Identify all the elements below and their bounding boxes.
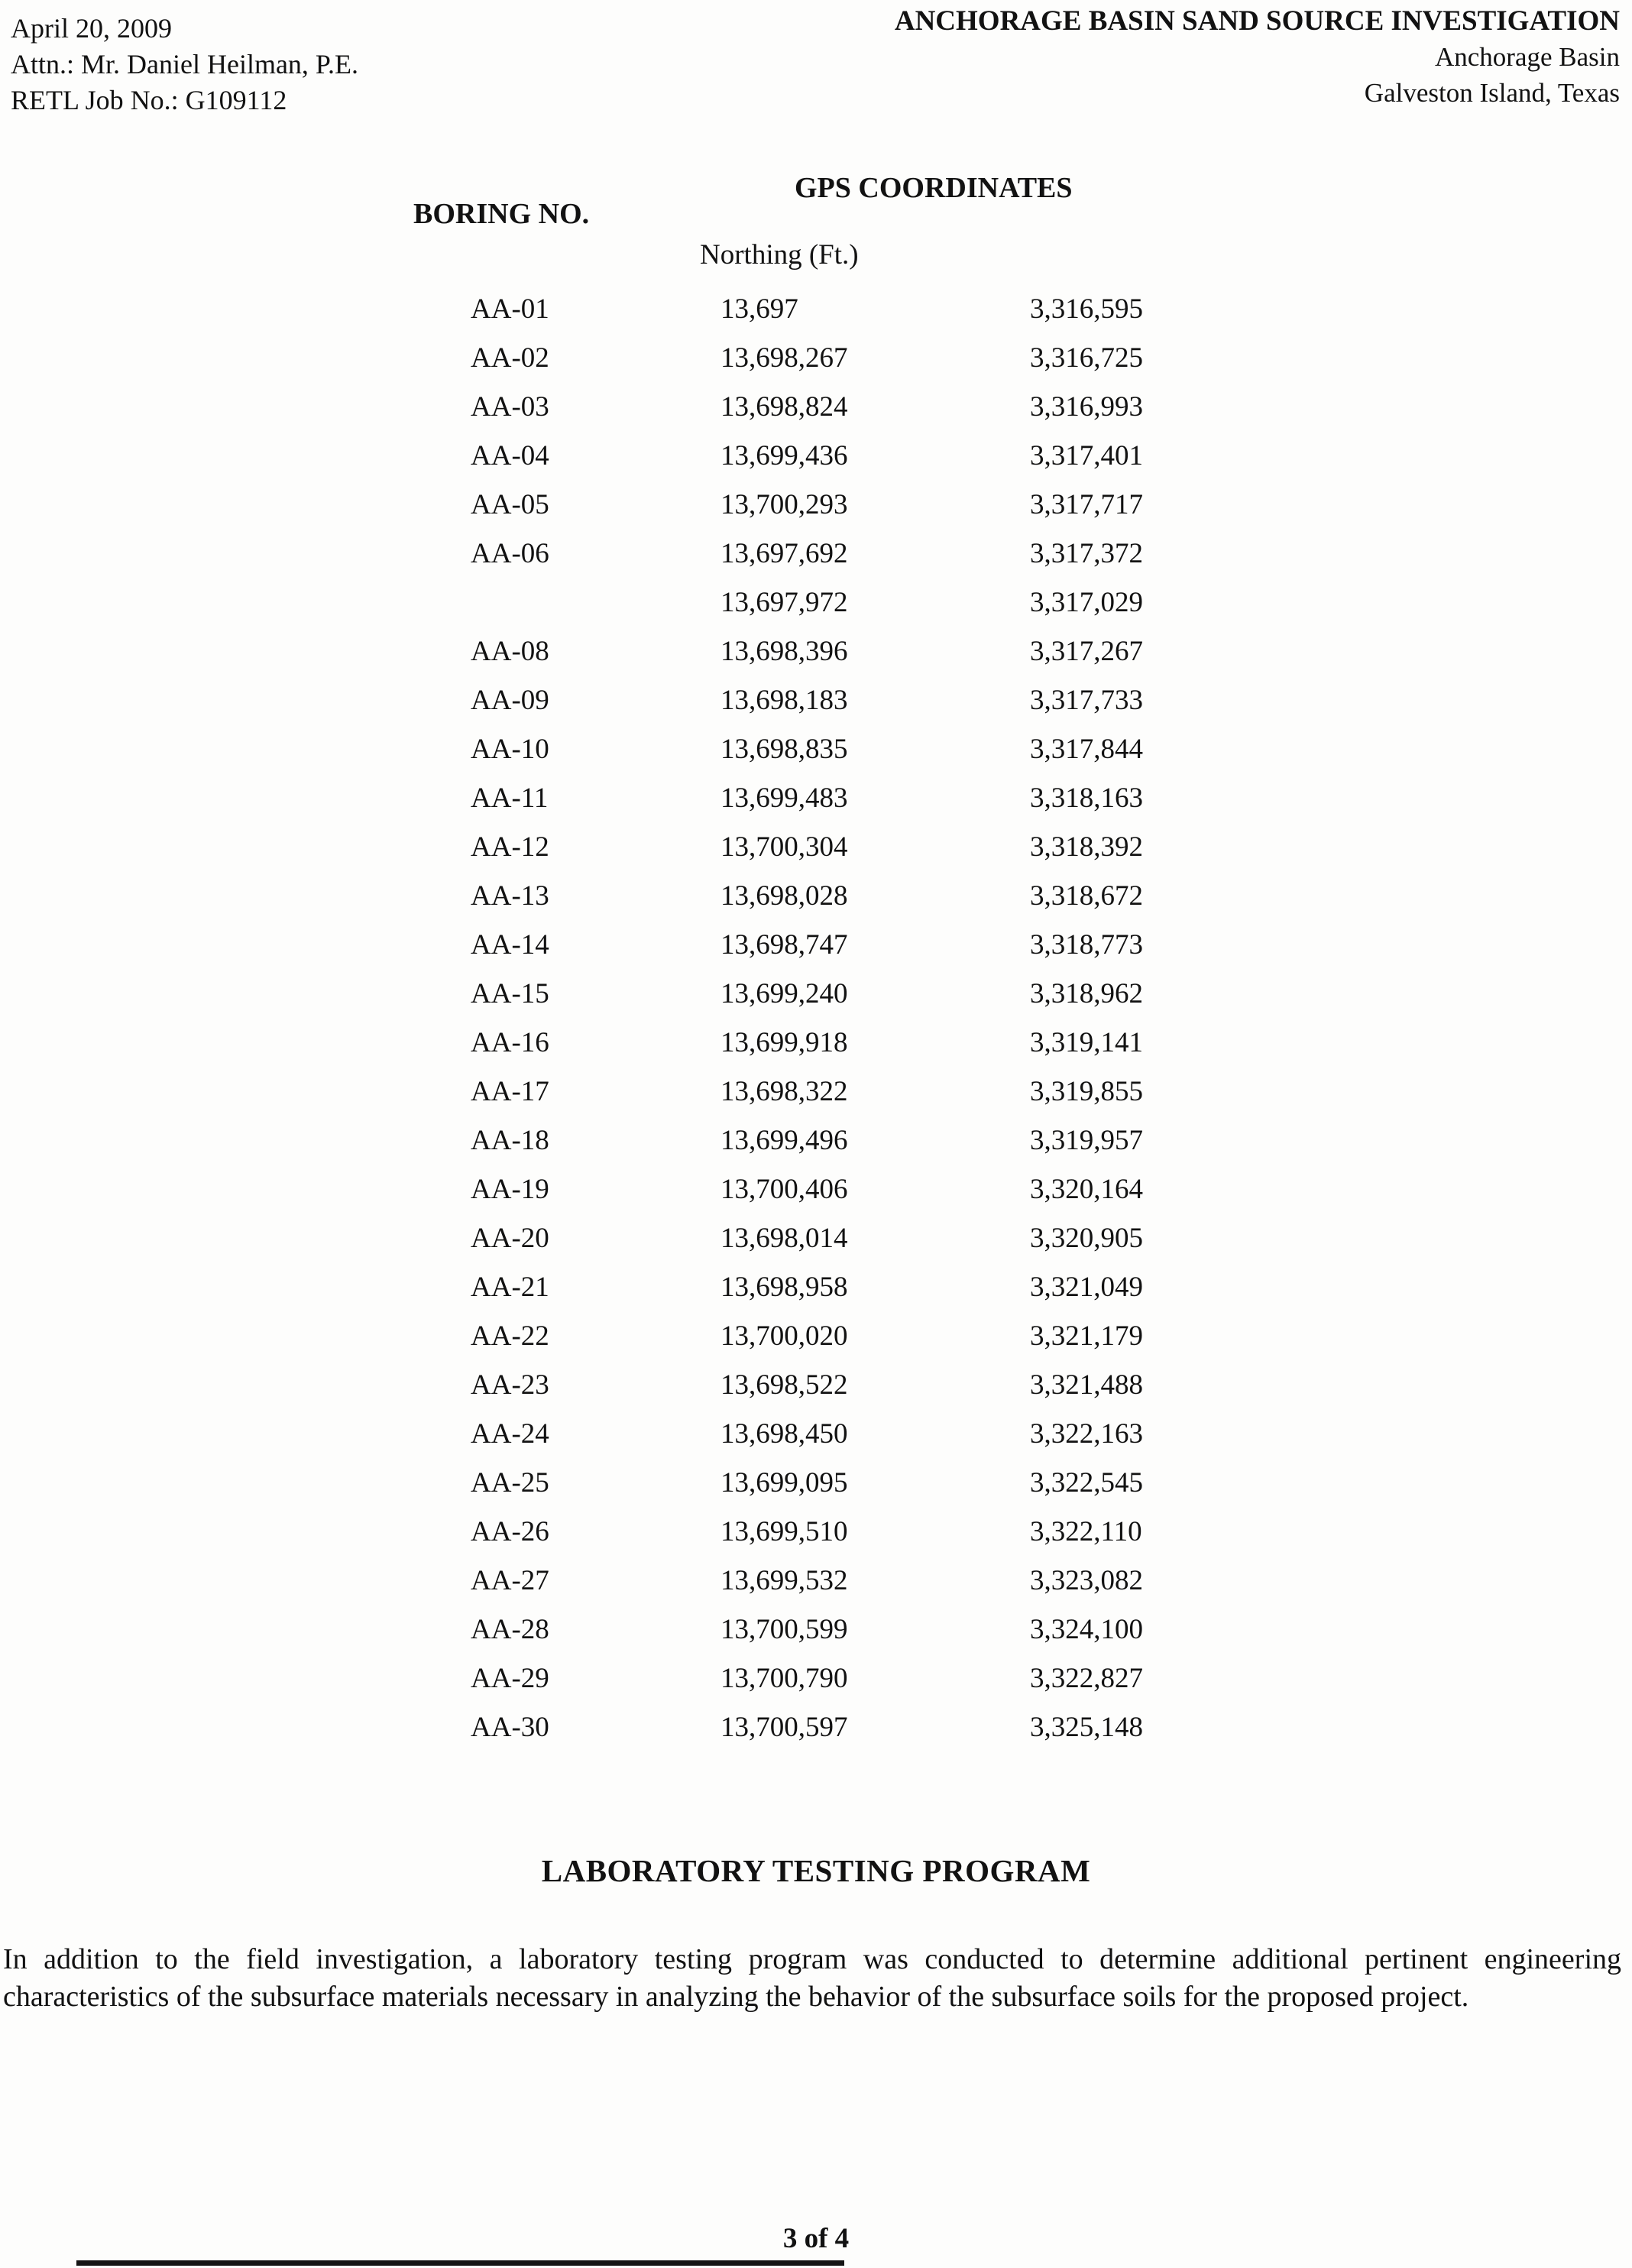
boring-no-cell: AA-10 <box>471 733 549 765</box>
table-row <box>471 431 1358 480</box>
northing-cell: 13,698,522 <box>720 1369 848 1401</box>
boring-no-cell: AA-30 <box>471 1711 549 1743</box>
boring-no-cell: AA-01 <box>471 293 549 325</box>
northing-cell: 13,698,835 <box>720 733 848 765</box>
boring-no-cell: AA-12 <box>471 831 549 863</box>
easting-cell: 3,318,392 <box>1030 831 1143 863</box>
table-row <box>471 969 1358 1018</box>
boring-no-cell: AA-24 <box>471 1418 549 1450</box>
table-row <box>471 578 1358 627</box>
boring-no-cell: AA-13 <box>471 880 549 912</box>
table-row <box>471 480 1358 529</box>
table-row <box>471 1311 1358 1360</box>
northing-cell: 13,697 <box>720 293 798 325</box>
northing-cell: 13,700,293 <box>720 488 848 520</box>
table-row <box>471 1116 1358 1165</box>
boring-no-cell: AA-18 <box>471 1124 549 1156</box>
easting-cell: 3,322,110 <box>1030 1515 1142 1547</box>
boring-no-cell: AA-05 <box>471 488 549 520</box>
northing-cell: 13,698,824 <box>720 390 848 423</box>
northing-cell: 13,697,972 <box>720 586 848 618</box>
easting-cell: 3,325,148 <box>1030 1711 1143 1743</box>
easting-cell: 3,321,049 <box>1030 1271 1143 1303</box>
coordinates-table-body <box>471 284 1358 1751</box>
table-row <box>471 676 1358 724</box>
table-row <box>471 1262 1358 1311</box>
easting-cell: 3,317,844 <box>1030 733 1143 765</box>
boring-no-cell: AA-16 <box>471 1026 549 1058</box>
easting-cell: 3,318,672 <box>1030 880 1143 912</box>
easting-cell: 3,316,725 <box>1030 342 1143 374</box>
easting-cell: 3,318,163 <box>1030 782 1143 814</box>
northing-cell: 13,700,597 <box>720 1711 848 1743</box>
boring-no-cell: AA-15 <box>471 977 549 1009</box>
easting-cell: 3,317,372 <box>1030 537 1143 569</box>
table-row <box>471 333 1358 382</box>
northing-cell: 13,699,918 <box>720 1026 848 1058</box>
easting-cell: 3,317,267 <box>1030 635 1143 667</box>
table-row <box>471 1018 1358 1067</box>
table-row <box>471 1703 1358 1751</box>
northing-cell: 13,699,483 <box>720 782 848 814</box>
northing-cell: 13,700,304 <box>720 831 848 863</box>
boring-no-cell: AA-14 <box>471 928 549 961</box>
table-row <box>471 284 1358 333</box>
attn-line: Attn.: Mr. Daniel Heilman, P.E. <box>11 49 358 79</box>
easting-cell: 3,322,827 <box>1030 1662 1143 1694</box>
easting-cell: 3,323,082 <box>1030 1564 1143 1596</box>
boring-no-cell: AA-21 <box>471 1271 549 1303</box>
section-title: LABORATORY TESTING PROGRAM <box>541 1853 1091 1888</box>
page-number: 3 of 4 <box>782 2223 850 2254</box>
easting-cell: 3,319,957 <box>1030 1124 1143 1156</box>
table-row <box>471 1360 1358 1409</box>
header-right-block <box>895 3 1620 111</box>
easting-cell: 3,317,029 <box>1030 586 1143 618</box>
easting-cell: 3,317,717 <box>1030 488 1143 520</box>
northing-cell: 13,698,267 <box>720 342 848 374</box>
northing-cell: 13,699,510 <box>720 1515 848 1547</box>
report-subtitle-city: Galveston Island, Texas <box>1364 78 1620 108</box>
boring-no-cell: AA-23 <box>471 1369 549 1401</box>
northing-cell: 13,698,396 <box>720 635 848 667</box>
northing-cell: 13,699,436 <box>720 439 848 471</box>
easting-cell: 3,319,855 <box>1030 1075 1143 1107</box>
northing-cell: 13,698,028 <box>720 880 848 912</box>
northing-cell: 13,700,790 <box>720 1662 848 1694</box>
report-subtitle-location: Anchorage Basin <box>1434 42 1620 72</box>
boring-no-cell: AA-02 <box>471 342 549 374</box>
easting-cell: 3,318,962 <box>1030 977 1143 1009</box>
northing-cell: 13,700,599 <box>720 1613 848 1645</box>
boring-no-cell: AA-28 <box>471 1613 549 1645</box>
boring-no-cell: AA-26 <box>471 1515 549 1547</box>
easting-cell: 3,319,141 <box>1030 1026 1143 1058</box>
table-row <box>471 724 1358 773</box>
job-number-line: RETL Job No.: G109112 <box>11 85 287 115</box>
easting-cell: 3,322,545 <box>1030 1466 1143 1498</box>
section-paragraph: In addition to the field investigation, a laboratory testing program was conducted to determine additional pertinent engineering characteristics of the subsurface materials necessary in analyzing the behavior of the subsurface soils for the proposed project. <box>3 1943 1621 2013</box>
boring-no-cell: AA-27 <box>471 1564 549 1596</box>
table-row <box>471 1654 1358 1703</box>
table-row <box>471 920 1358 969</box>
northing-cell: 13,700,406 <box>720 1173 848 1205</box>
table-row <box>471 382 1358 431</box>
boring-no-cell: AA-08 <box>471 635 549 667</box>
gps-coordinates-header: GPS COORDINATES <box>795 172 1073 204</box>
easting-cell: 3,321,488 <box>1030 1369 1143 1401</box>
boring-no-column-header: BORING NO. <box>413 198 590 230</box>
boring-no-cell: AA-11 <box>471 782 549 814</box>
report-title: ANCHORAGE BASIN SAND SOURCE INVESTIGATION <box>894 5 1620 37</box>
northing-cell: 13,699,496 <box>720 1124 848 1156</box>
northing-cell: 13,698,450 <box>720 1418 848 1450</box>
boring-no-cell: AA-22 <box>471 1320 549 1352</box>
table-row <box>471 529 1358 578</box>
easting-cell: 3,318,773 <box>1030 928 1143 961</box>
boring-no-cell: AA-06 <box>471 537 549 569</box>
boring-no-cell: AA-29 <box>471 1662 549 1694</box>
date-line: April 20, 2009 <box>11 13 172 44</box>
table-row <box>471 1213 1358 1262</box>
boring-no-cell: AA-09 <box>471 684 549 716</box>
northing-column-header: Northing (Ft.) <box>700 239 859 271</box>
easting-cell: 3,317,733 <box>1030 684 1143 716</box>
table-row <box>471 1556 1358 1605</box>
table-row <box>471 773 1358 822</box>
table-row <box>471 871 1358 920</box>
northing-cell: 13,697,692 <box>720 537 848 569</box>
northing-cell: 13,698,322 <box>720 1075 848 1107</box>
header-left-block <box>11 11 358 118</box>
northing-cell: 13,698,183 <box>720 684 848 716</box>
boring-no-cell: AA-19 <box>471 1173 549 1205</box>
table-row <box>471 627 1358 676</box>
easting-cell: 3,316,993 <box>1030 390 1143 423</box>
boring-no-cell: AA-20 <box>471 1222 549 1254</box>
table-row <box>471 1165 1358 1213</box>
boring-no-cell: AA-03 <box>471 390 549 423</box>
table-row <box>471 1458 1358 1507</box>
table-row <box>471 1409 1358 1458</box>
northing-cell: 13,699,532 <box>720 1564 848 1596</box>
scan-edge-artifact <box>76 2260 844 2266</box>
northing-cell: 13,700,020 <box>720 1320 848 1352</box>
easting-cell: 3,316,595 <box>1030 293 1143 325</box>
northing-cell: 13,698,014 <box>720 1222 848 1254</box>
table-row <box>471 1605 1358 1654</box>
northing-cell: 13,699,095 <box>720 1466 848 1498</box>
northing-cell: 13,698,958 <box>720 1271 848 1303</box>
easting-cell: 3,320,164 <box>1030 1173 1143 1205</box>
easting-cell: 3,321,179 <box>1030 1320 1143 1352</box>
northing-cell: 13,698,747 <box>720 928 848 961</box>
table-row <box>471 1067 1358 1116</box>
easting-cell: 3,317,401 <box>1030 439 1143 471</box>
easting-cell: 3,320,905 <box>1030 1222 1143 1254</box>
boring-no-cell: AA-17 <box>471 1075 549 1107</box>
easting-cell: 3,324,100 <box>1030 1613 1143 1645</box>
easting-cell: 3,322,163 <box>1030 1418 1143 1450</box>
boring-no-cell: AA-04 <box>471 439 549 471</box>
northing-cell: 13,699,240 <box>720 977 848 1009</box>
table-row <box>471 1507 1358 1556</box>
boring-no-cell: AA-25 <box>471 1466 549 1498</box>
table-row <box>471 822 1358 871</box>
